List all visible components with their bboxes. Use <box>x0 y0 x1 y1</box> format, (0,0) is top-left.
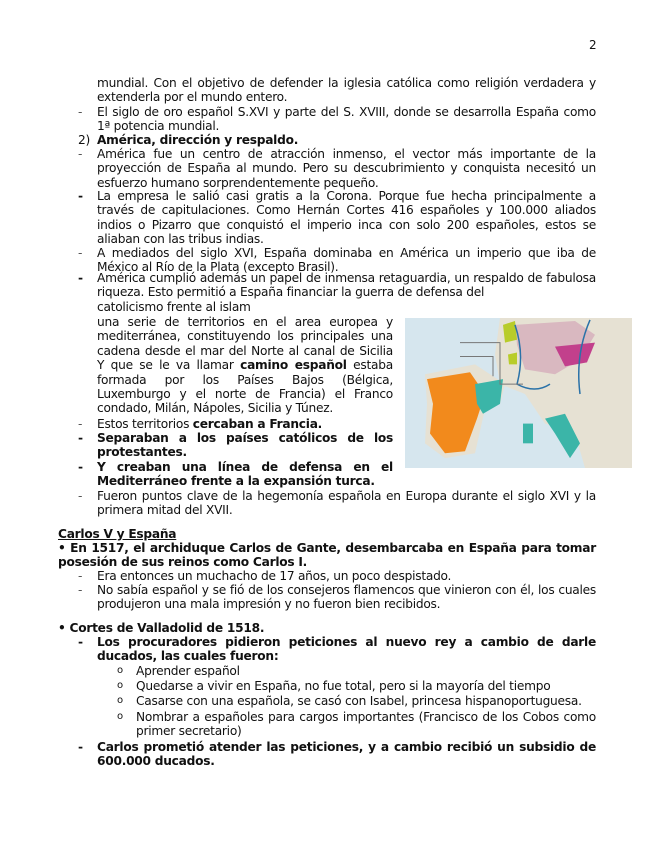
section-heading <box>78 133 596 147</box>
dash-bullet: - <box>78 489 83 503</box>
item-bold: cercaban a Francia. <box>192 417 323 431</box>
dash-bullet: - <box>78 740 83 754</box>
sub-item <box>117 664 596 678</box>
heading-text: América, dirección y respaldo. <box>97 133 299 147</box>
item-text: A mediados del siglo XVI, España dominaba en América un imperio que iba de México al Río de la Plata (excepto Brasil). <box>97 246 596 275</box>
circle-bullet-icon: o <box>117 711 123 722</box>
list-item <box>78 740 596 769</box>
item-text: Nombrar a españoles para cargos importantes (Francisco de los Cobos como primer secretario) <box>136 710 596 739</box>
item-text: América cumplió además un papel de inmensa retaguardia, un respaldo de fabulosa riqueza. Esto permitió a España financiar la guerra de defensa del <box>97 271 596 300</box>
dash-bullet: - <box>78 271 83 285</box>
section-title: Carlos V y España <box>58 527 177 541</box>
dash-bullet: - <box>78 246 83 260</box>
item-text: Fueron puntos clave de la hegemonía española en Europa durante el siglo XVI y la primera mitad del XVII. <box>97 489 596 518</box>
list-item <box>78 489 596 518</box>
list-item <box>78 271 596 300</box>
item-text: Los procuradores pidieron peticiones al nuevo rey a cambio de darle ducados, las cuales fueron: <box>97 635 596 664</box>
dash-bullet: - <box>78 583 83 597</box>
sub-item <box>117 679 596 693</box>
list-item <box>78 417 393 431</box>
list-item <box>78 460 393 489</box>
item-text: El siglo de oro español S.XVI y parte del S. XVIII, donde se desarrolla España como 1ª potencia mundial. <box>97 105 596 134</box>
list-item <box>78 635 596 664</box>
sardinia-region <box>523 424 533 444</box>
item-text: Era entonces un muchacho de 17 años, un poco despistado. <box>97 569 452 583</box>
circle-bullet-icon: o <box>117 695 123 706</box>
dash-bullet: - <box>78 417 83 431</box>
item-text: Estos territorios <box>97 417 193 431</box>
list-item <box>78 583 596 612</box>
dash-bullet: - <box>78 147 83 161</box>
item-text: Quedarse a vivir en España, no fue total, pero si la mayoría del tiempo <box>136 679 551 693</box>
camino-espanol-term: camino español <box>240 358 347 373</box>
item-text: Carlos prometió atender las peticiones, y a cambio recibió un subsidio de 600.000 ducados. <box>97 740 596 769</box>
dash-bullet: - <box>78 460 83 474</box>
franche-comte-region <box>508 353 517 365</box>
sub-item <box>117 694 596 708</box>
item-text: Aprender español <box>136 664 240 678</box>
paragraph-camino-espanol <box>97 315 393 416</box>
paragraph-intro-cont: mundial. Con el objetivo de defender la iglesia católica como religión verdadera y extenderla por el mundo entero. <box>97 76 596 105</box>
list-item <box>78 147 596 190</box>
dash-bullet: - <box>78 189 83 203</box>
paragraph-1517: • En 1517, el archiduque Carlos de Gante, desembarcaba en España para tomar posesión de sus reinos como Carlos I. <box>58 541 596 570</box>
dash-bullet: - <box>78 635 83 649</box>
item-text: No sabía español y se fió de los consejeros flamencos que vinieron con él, los cuales produjeron una mala impresión y no fueron bien recibidos. <box>97 583 596 612</box>
sub-item <box>117 710 596 739</box>
list-item <box>78 569 596 583</box>
circle-bullet-icon: o <box>117 680 123 691</box>
list-item <box>78 431 393 460</box>
item-text-continuation: catolicismo frente al islam <box>97 300 251 314</box>
page-number: 2 <box>589 38 597 52</box>
list-item <box>78 189 596 247</box>
item-text: Casarse con una española, se casó con Isabel, princesa hispanoportuguesa. <box>136 694 582 708</box>
text: estaba formada por los Países Bajos (Bélgica, Luxemburgo y el norte de Francia) el Franco condado, Milán, Nápoles, Sicilia y Túnez. <box>97 358 393 416</box>
text: una serie de territorios en el area europea y mediterránea, constituyendo los principales una cadena desde el mar del Norte al canal de Sicilia Y que se le va llamar <box>97 315 393 373</box>
circle-bullet-icon: o <box>117 665 123 676</box>
paragraph-cortes: • Cortes de Valladolid de 1518. <box>58 621 265 635</box>
item-text: Y creaban una línea de defensa en el Mediterráneo frente a la expansión turca. <box>97 460 393 489</box>
dash-bullet: - <box>78 105 83 119</box>
heading-number: 2) <box>78 133 91 147</box>
map-camino-espanol <box>405 318 632 468</box>
dash-bullet: - <box>78 431 83 445</box>
list-item <box>78 105 596 134</box>
item-text: América fue un centro de atracción inmenso, el vector más importante de la proyección de España al mundo. Pero su descubrimiento y conquista necesitó un esfuerzo humano sorprendentemente pequeño. <box>97 147 596 190</box>
dash-bullet: - <box>78 569 83 583</box>
item-text: La empresa le salió casi gratis a la Corona. Porque fue hecha principalmente a través de capitulaciones. Como Hernán Cortes 416 españoles y 100.000 aliados indios o Pizarro que conquistó el imperio inca con solo 200 españoles, estos se aliaban con las tribus indias. <box>97 189 596 247</box>
item-text: Separaban a los países católicos de los protestantes. <box>97 431 393 460</box>
